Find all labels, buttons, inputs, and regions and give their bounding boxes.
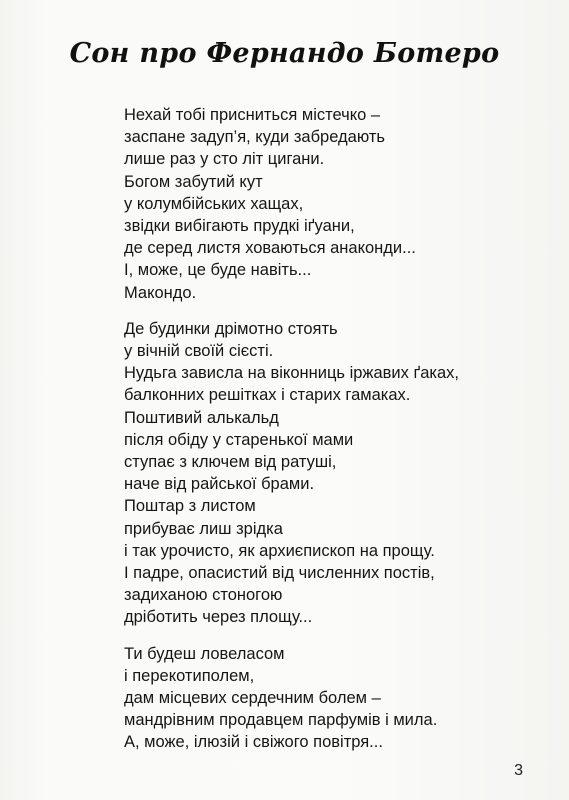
- poem-line: дам місцевих сердечним болем –: [124, 689, 381, 708]
- poem-line: у вічній своїй сієсті.: [124, 342, 274, 361]
- poem-line: лише раз у сто літ цигани.: [124, 150, 325, 169]
- stanza-3: [124, 643, 544, 754]
- poem-line: Богом забутий кут: [124, 172, 263, 191]
- poem-line: І падре, опасистий від численних постів,: [124, 564, 435, 583]
- poem-line: Нехай тобі присниться містечко –: [124, 106, 381, 124]
- poem-line: Ти будеш ловеласом: [124, 644, 285, 663]
- poem-line: прибуває лиш зрідка: [124, 519, 283, 538]
- poem-line: Макондо.: [124, 283, 197, 302]
- poem-line: Поштар з листом: [124, 497, 256, 516]
- poem-line: Нудьга зависла на віконниць іржавих ґаках,: [124, 364, 460, 383]
- poem-line: у колумбійських хащах,: [124, 194, 304, 213]
- poem-line: А, може, ілюзій і свіжого повітря...: [124, 733, 383, 752]
- poem-line: і перекотиполем,: [124, 666, 255, 685]
- page-number: 3: [514, 762, 523, 779]
- poem-title: Сон про Фернандо Ботеро: [69, 38, 500, 69]
- poem-line: балконних решітках і старих гамаках.: [124, 386, 411, 405]
- poem-body: [124, 104, 544, 768]
- stanza-1: [124, 104, 544, 304]
- poem-line: Поштивий алькальд: [124, 408, 279, 427]
- poem-line: задиханою стоногою: [124, 586, 283, 605]
- poem-line: Де будинки дрімотно стоять: [124, 319, 338, 338]
- poem-line: мандрівним продавцем парфумів і мила.: [124, 711, 438, 730]
- poem-line: наче від райської брами.: [124, 475, 315, 494]
- poem-line: заспане задуп’я, куди забредають: [124, 128, 385, 147]
- stanza-2: [124, 318, 544, 629]
- poem-line: звідки вибігають прудкі іґуани,: [124, 217, 355, 236]
- poem-line: де серед листя ховаються анаконди...: [124, 239, 416, 258]
- poem-line: дріботить через площу...: [124, 608, 313, 627]
- poem-line: ступає з ключем від ратуші,: [124, 453, 337, 472]
- poem-line: І, може, це буде навіть...: [124, 261, 312, 280]
- poem-line: після обіду у старенької мами: [124, 430, 354, 449]
- poem-line: і так урочисто, як архиєпископ на прощу.: [124, 541, 435, 560]
